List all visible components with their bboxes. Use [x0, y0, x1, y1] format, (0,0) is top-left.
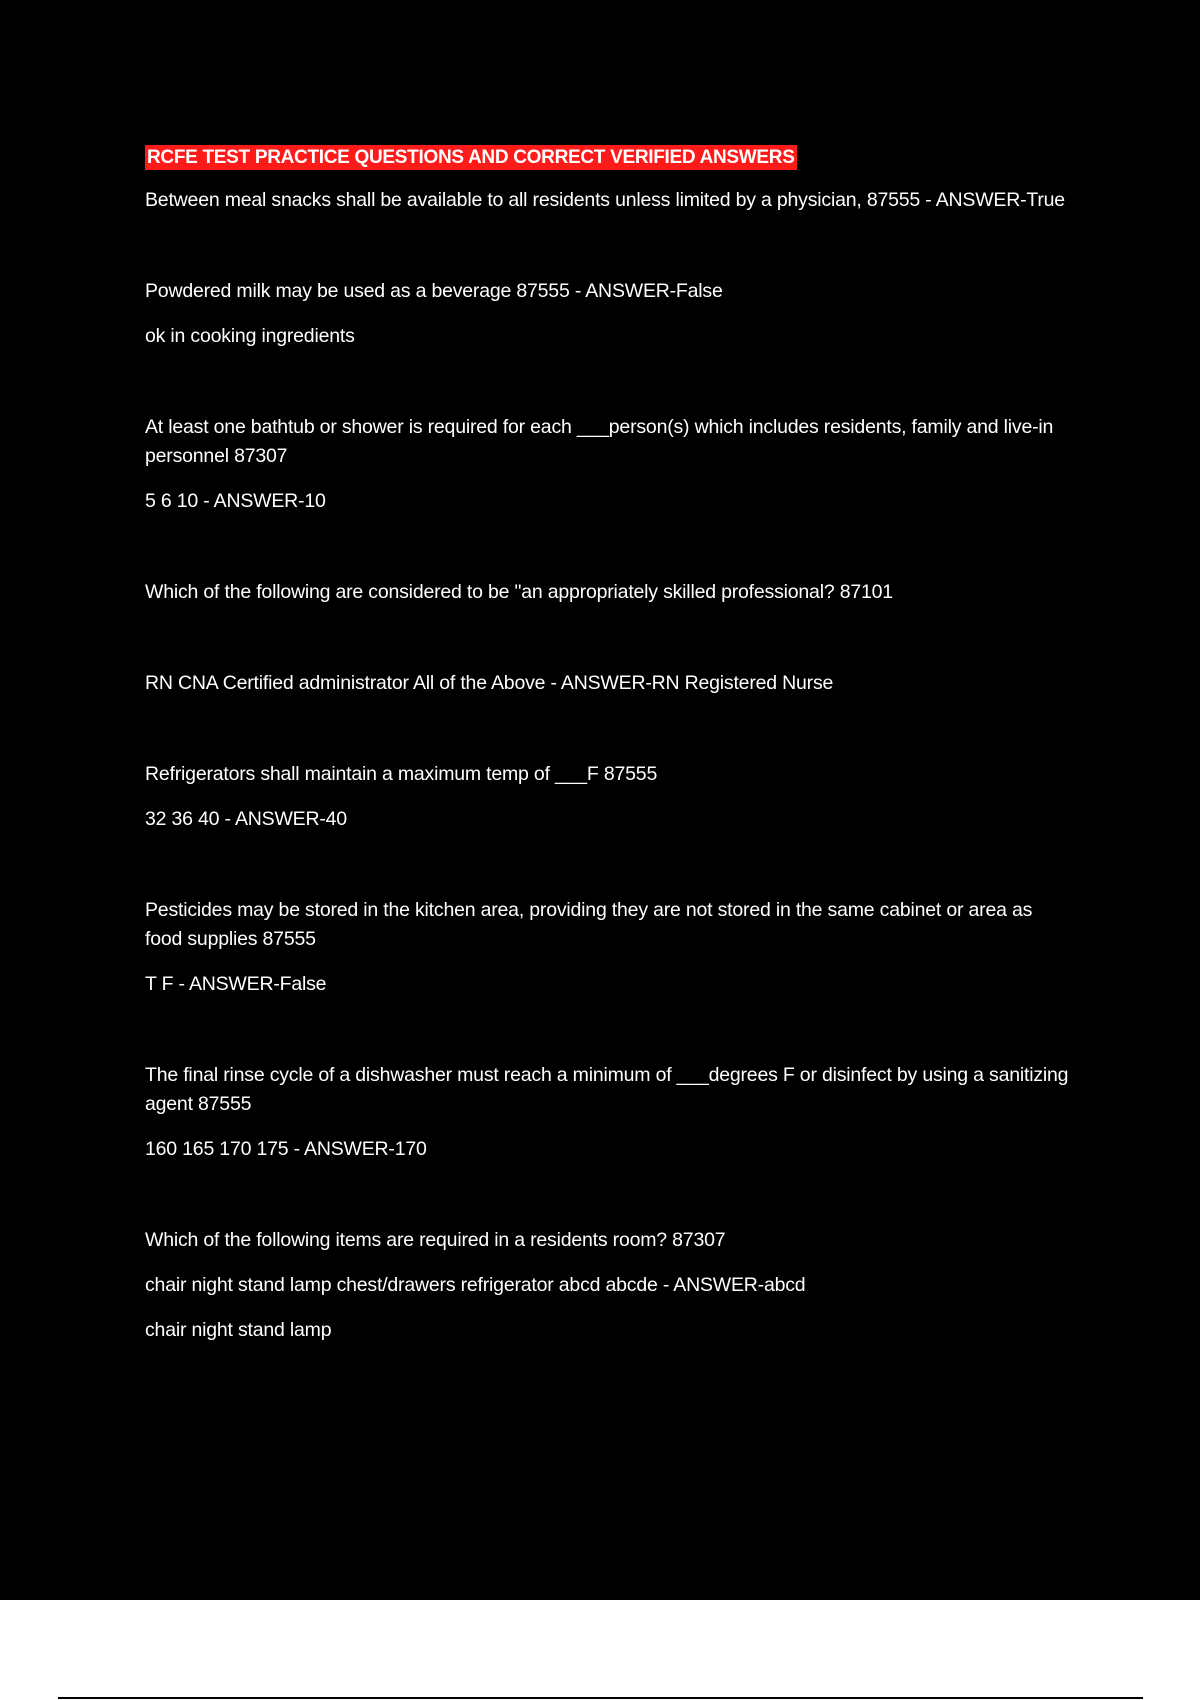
answer-text: ok in cooking ingredients	[145, 325, 355, 347]
answer-text: 5 6 10 - ANSWER-10	[145, 490, 326, 512]
answer-text: 160 165 170 175 - ANSWER-170	[145, 1138, 427, 1160]
block-spacer	[145, 1015, 1070, 1061]
footer-divider	[58, 1697, 1143, 1699]
question-text: RN CNA Certified administrator All of the Above - ANSWER-RN Registered Nurse	[145, 672, 834, 694]
answer-text: chair night stand lamp chest/drawers refrigerator abcd abcde - ANSWER-abcd	[145, 1274, 806, 1296]
question-text: Powdered milk may be used as a beverage 87555 - ANSWER-False	[145, 280, 723, 302]
question-text: Between meal snacks shall be available to all residents unless limited by a physician, 87555 - ANSWER-True	[145, 189, 1065, 211]
block-spacer	[145, 623, 1070, 669]
answer-text: T F - ANSWER-False	[145, 973, 327, 995]
answer-text: 32 36 40 - ANSWER-40	[145, 808, 347, 830]
document-body	[145, 145, 1070, 1361]
question-text: Which of the following are considered to be "an appropriately skilled professional? 87101	[145, 581, 893, 603]
question-text: Refrigerators shall maintain a maximum temp of ___F 87555	[145, 763, 658, 785]
question-text: The final rinse cycle of a dishwasher must reach a minimum of ___degrees F or disinfect by using a sanitizing agent 87555	[145, 1064, 1069, 1115]
block-spacer	[145, 231, 1070, 277]
block-spacer	[145, 850, 1070, 896]
question-text: At least one bathtub or shower is required for each ___person(s) which includes residents, family and live-in personnel 87307	[145, 416, 1054, 467]
document-title: RCFE TEST PRACTICE QUESTIONS AND CORRECT VERIFIED ANSWERS	[147, 147, 795, 168]
block-spacer	[145, 714, 1070, 760]
block-spacer	[145, 367, 1070, 413]
block-spacer	[145, 1180, 1070, 1226]
block-spacer	[145, 532, 1070, 578]
answer-text: chair night stand lamp	[145, 1319, 332, 1341]
question-text: Which of the following items are required in a residents room? 87307	[145, 1229, 726, 1251]
question-text: Pesticides may be stored in the kitchen area, providing they are not stored in the same cabinet or area as food supplies 87555	[145, 899, 1033, 950]
